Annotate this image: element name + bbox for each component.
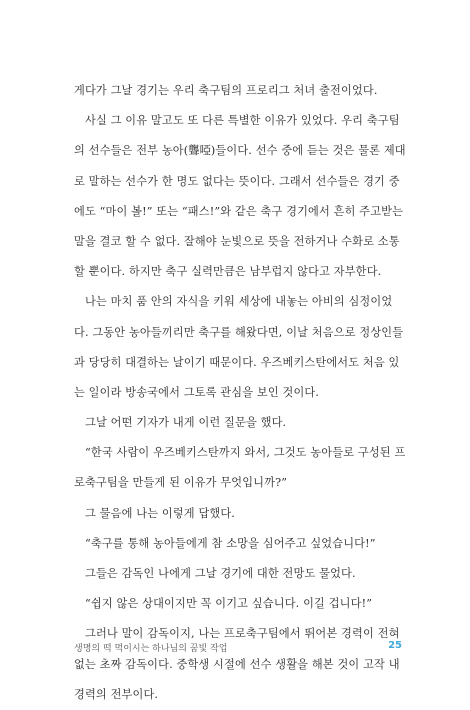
text-line: 할 뿐이다. 하지만 축구 실력만큼은 남부럽지 않다고 자부한다. [74,265,382,279]
text-line: 나는 마치 품 안의 자식을 키워 세상에 내놓는 아비의 심정이었 [85,295,393,309]
text-line: 로축구팀을 만들게 된 이유가 무엇입니까?” [74,476,288,490]
text-line: 에도 “마이 볼!” 또는 “패스!”와 같은 축구 경기에서 흔히 주고받는 [74,204,404,218]
text-line: “쉽지 않은 상대이지만 꼭 이기고 싶습니다. 이길 겁니다!” [85,597,373,611]
text-line: 다. 그동안 농아들끼리만 축구를 해왔다면, 이날 처음으로 정상인들 [74,325,404,339]
text-line: 사실 그 이유 말고도 또 다른 특별한 이유가 있었다. 우리 축구팀 [85,114,400,128]
text-line: “축구를 통해 농아들에게 참 소망을 심어주고 싶었습니다!” [85,536,376,550]
book-title: 생명의 떡 먹이시는 하나님의 꿈빛 작업 [74,644,228,654]
text-line: 말을 결코 할 수 없다. 잘해야 눈빛으로 뜻을 전하거나 수화로 소통 [74,234,400,248]
text-line: 의 선수들은 전부 농아(聾啞)들이다. 선수 중에 듣는 것은 물론 제대 [74,144,406,158]
text-line: 과 당당히 대결하는 날이기 때문이다. 우즈베키스탄에서도 처음 있 [74,355,400,369]
text-line: 그들은 감독인 나에게 그날 경기에 대한 전망도 물었다. [85,567,356,580]
text-line: 로 말하는 선수가 한 명도 없다는 뜻이다. 그래서 선수들은 경기 중 [74,174,400,188]
text-line: 그 물음에 나는 이렇게 답했다. [85,506,236,520]
text-line: 없는 초짜 감독이다. 중학생 시절에 선수 생활을 해본 것이 고작 내 [74,657,400,671]
text-line: 경력의 전부이다. [74,687,159,701]
body-text [74,76,404,710]
page-number: 25 [388,640,402,651]
text-line: 그러나 말이 감독이지, 나는 프로축구팀에서 뛰어본 경력이 전혀 [85,627,400,641]
text-line: “한국 사람이 우즈베키스탄까지 와서, 그것도 농아들로 구성된 프 [85,446,406,460]
text-line: 는 일이라 방송국에서 그토록 관심을 보인 것이다. [74,385,320,399]
text-line: 그날 어떤 기자가 내게 이런 질문을 했다. [85,416,287,430]
text-line: 게다가 그날 경기는 우리 축구팀의 프로리그 처녀 출전이었다. [74,84,378,97]
